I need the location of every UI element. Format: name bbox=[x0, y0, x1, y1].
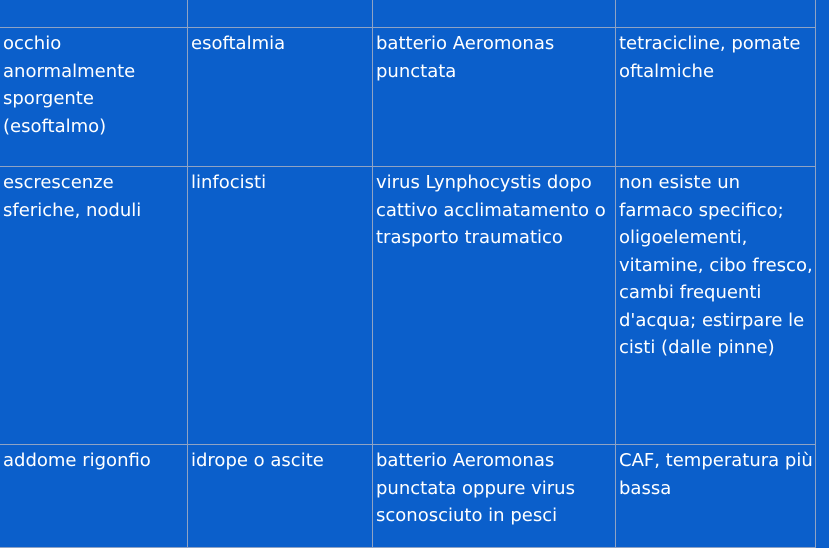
symptom-cell: occhio anormalmente sporgente (esoftalmo) bbox=[0, 28, 188, 167]
treatment-cell: CAF, temperatura più bassa bbox=[616, 445, 816, 548]
table-row bbox=[0, 445, 816, 548]
treatment-cell: tetracicline, pomate oftalmiche bbox=[616, 28, 816, 167]
table-cell bbox=[188, 0, 373, 28]
disease-cell: idrope o ascite bbox=[188, 445, 373, 548]
table-row-partial bbox=[0, 0, 816, 28]
table-cell bbox=[373, 0, 616, 28]
symptom-cell: addome rigonfio bbox=[0, 445, 188, 548]
cause-cell: batterio Aeromonas punctata bbox=[373, 28, 616, 167]
cause-cell: virus Lynphocystis dopo cattivo acclimatamento o trasporto traumatico bbox=[373, 167, 616, 445]
table-cell bbox=[616, 0, 816, 28]
table-row bbox=[0, 167, 816, 445]
treatment-cell: non esiste un farmaco specifico; oligoelementi, vitamine, cibo fresco, cambi frequenti d'acqua; estirpare le cisti (dalle pinne) bbox=[616, 167, 816, 445]
disease-cell: linfocisti bbox=[188, 167, 373, 445]
disease-cell: esoftalmia bbox=[188, 28, 373, 167]
symptom-cell: escrescenze sferiche, noduli bbox=[0, 167, 188, 445]
table-cell bbox=[0, 0, 188, 28]
table-row bbox=[0, 28, 816, 167]
cause-cell: batterio Aeromonas punctata oppure virus sconosciuto in pesci bbox=[373, 445, 616, 548]
